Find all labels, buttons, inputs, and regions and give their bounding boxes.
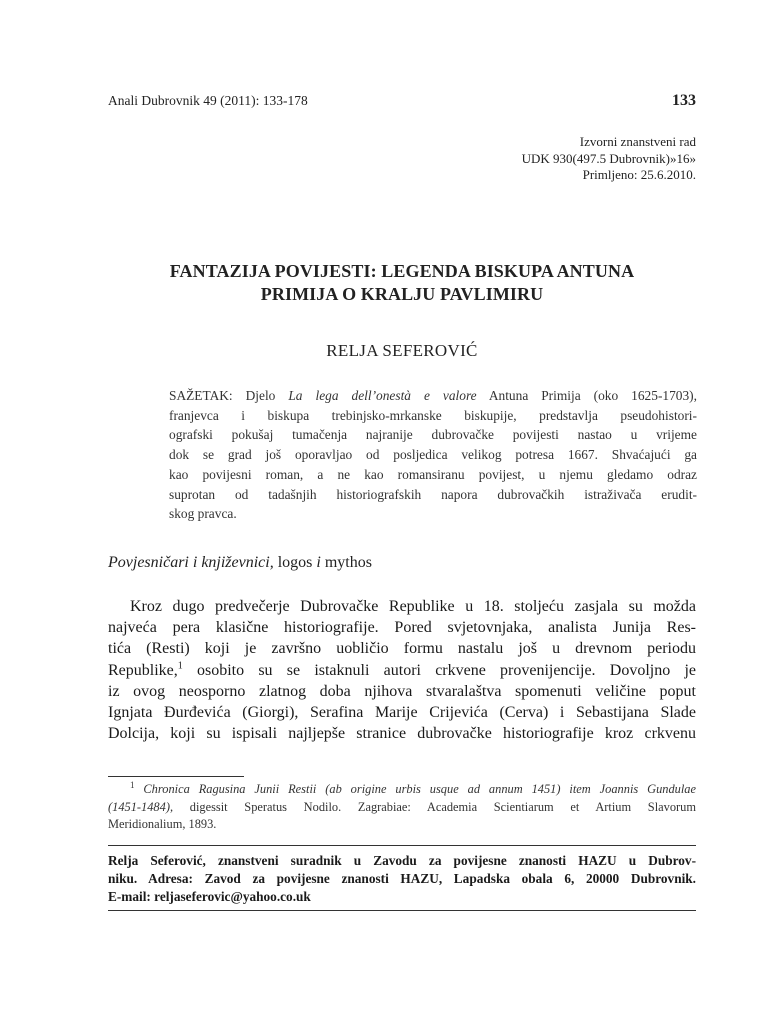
abstract-text: Antuna Primija (oko 1625-1703), <box>476 388 697 403</box>
body-text: osobito su se istaknuli autori crkvene provenijencije. Dovoljno je <box>182 661 696 679</box>
heading-italic: i <box>316 554 321 571</box>
abstract-line: suprotan od tadašnjih historiografskih napora dubrovačkih istraživača erudit- <box>169 486 697 502</box>
footnote <box>108 781 696 834</box>
affiliation-line: niku. Adresa: Zavod za povijesne znanosti HAZU, Lapadska obala 6, 20000 Dubrovnik. <box>108 870 696 886</box>
heading-roman: logos <box>273 554 317 571</box>
received-date: Primljeno: 25.6.2010. <box>582 167 696 182</box>
abstract-line: kao povijesni roman, a ne kao romansiranu povijest, u njemu gledamo odraz <box>169 466 697 482</box>
article-title <box>108 260 696 306</box>
body-text: Republike, <box>108 661 178 679</box>
title-line: FANTAZIJA POVIJESTI: LEGENDA BISKUPA ANTUNA <box>169 261 635 281</box>
abstract-line: dok se grad još oporavljao od posljedica velikog potresa 1667. Shvaćajući ga <box>169 447 697 463</box>
footnote-text: digessit Speratus Nodilo. Zagrabiae: Academia Scientiarum et Artium Slavorum <box>173 799 696 814</box>
affiliation-divider <box>108 845 696 846</box>
footnote-line <box>108 781 696 799</box>
page-number: 133 <box>672 92 696 109</box>
heading-roman: mythos <box>320 554 372 571</box>
body-line: Dolcija, koji su ispisali najljepše stranice dubrovačke historiografije kroz crkvenu <box>108 725 696 743</box>
footnote-line <box>108 799 696 817</box>
abstract-line: franjevca i biskupa trebinjsko-mrkanske biskupije, predstavlja pseudohistori- <box>169 407 697 423</box>
body-line: Kroz dugo predvečerje Dubrovačke Republike u 18. stoljeću zasjala su možda <box>130 598 696 615</box>
section-heading <box>108 554 372 572</box>
body-line: tića (Resti) koji je završno uobličio formu nastalu još u drevnom periodu <box>108 640 696 658</box>
running-head <box>108 92 696 110</box>
abstract-line <box>169 386 697 406</box>
article-type: Izvorni znanstveni rad <box>579 134 696 149</box>
journal-reference: Anali Dubrovnik 49 (2011): 133-178 <box>108 93 308 108</box>
affiliation-divider-bottom <box>108 910 696 911</box>
heading-italic: Povjesničari i književnici, <box>108 554 274 571</box>
footnote-line: Meridionalium, 1893. <box>108 817 217 831</box>
affiliation-email[interactable]: E-mail: reljaseferovic@yahoo.co.uk <box>108 888 311 904</box>
author-affiliation <box>108 852 696 905</box>
work-title: La lega dell’onestà e valore <box>288 388 477 403</box>
article-page <box>108 0 696 1024</box>
body-line <box>108 660 696 681</box>
body-line: najveća pera klasične historiografije. Pored svjetovnjaka, analista Junija Res- <box>108 619 696 637</box>
abstract-label: SAŽETAK: <box>169 388 233 403</box>
body-line: Ignjata Đurđevića (Giorgi), Serafina Marije Crijevića (Cerva) i Sebastijana Slade <box>108 704 696 722</box>
footnote-italic: (1451-1484), <box>108 799 174 814</box>
author-name: RELJA SEFEROVIĆ <box>326 341 478 360</box>
abstract-line: skog pravca. <box>169 506 237 522</box>
footnote-divider <box>108 776 244 777</box>
abstract-line: ografski pokušaj tumačenja najranije dubrovačke povijesti nastao u vrijeme <box>169 427 697 443</box>
affiliation-line: Relja Seferović, znanstveni suradnik u Zavodu za povijesne znanosti HAZU u Dubrov- <box>108 853 696 868</box>
body-line: iz ovog neosporno zlatnog doba njihova stvaralaštva spomenuti veličine poput <box>108 682 696 700</box>
title-line: PRIMIJA O KRALJU PAVLIMIRU <box>260 284 544 304</box>
body-paragraph <box>108 596 696 744</box>
article-metadata <box>522 134 696 184</box>
footnote-ref[interactable]: 1 <box>177 660 183 672</box>
udk-code: UDK 930(497.5 Dubrovnik)»16» <box>521 150 696 166</box>
footnote-number: 1 <box>130 779 135 790</box>
footnote-italic: Chronica Ragusina Junii Restii (ab origine urbis usque ad annum 1451) item Joannis Gundulae <box>143 782 696 796</box>
abstract-text: Djelo <box>232 388 289 403</box>
abstract <box>169 386 697 524</box>
